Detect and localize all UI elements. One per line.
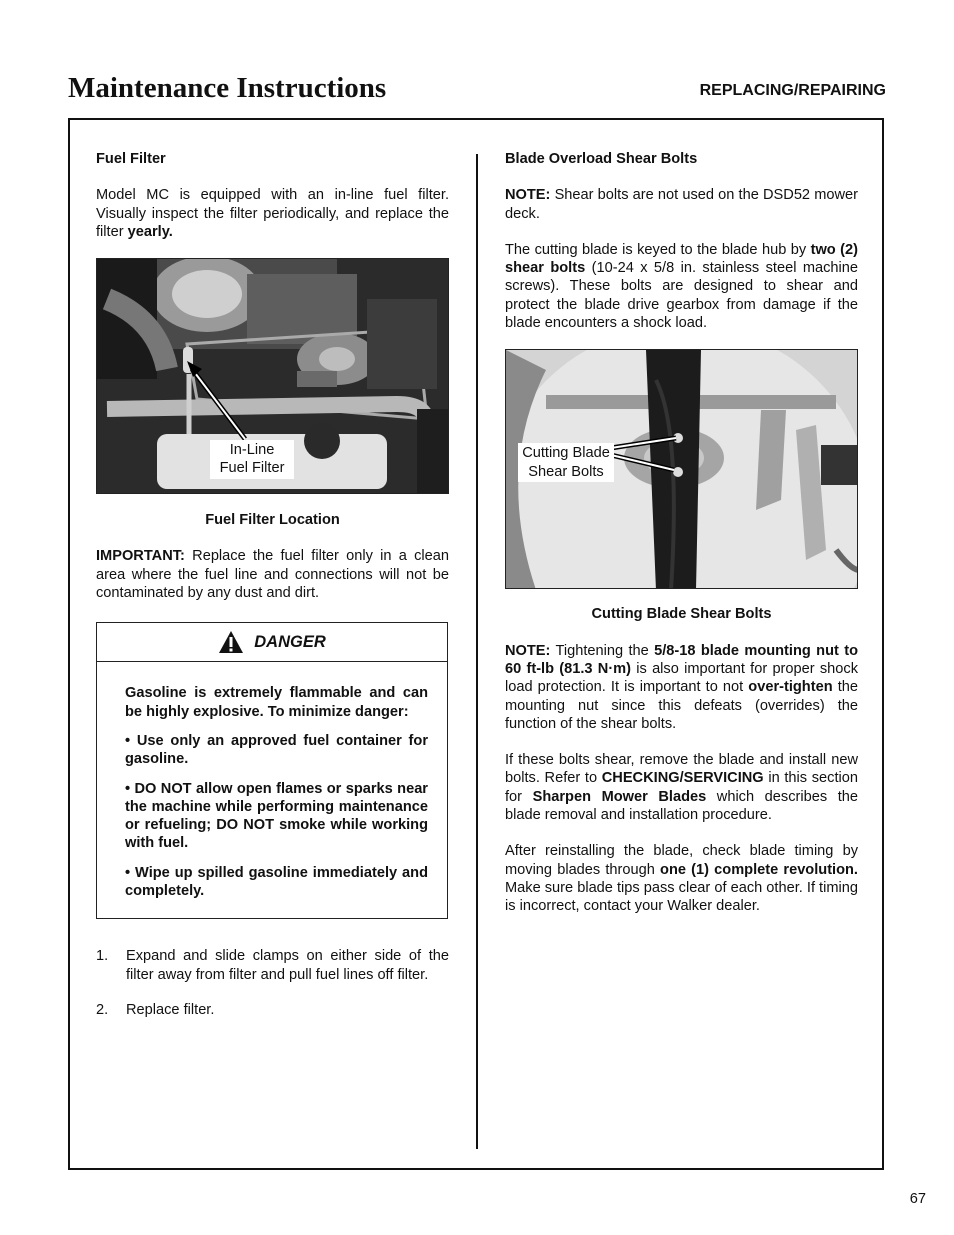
shear-replace-paragraph: If these bolts shear, remove the blade and install new bolts. Refer to CHECKING/SERVICING in this section for Sharpen Mower Blades which describes the blade removal and installation procedure. (505, 752, 858, 824)
fuel-filter-photo (96, 258, 449, 494)
danger-bullet: • Wipe up spilled gasoline immediately and completely. (125, 864, 428, 900)
important-note: IMPORTANT: Replace the fuel filter only in a clean area where the fuel line and connections will not be contaminated by any dust and dirt. (96, 548, 449, 602)
shear-bolts-photo (505, 349, 858, 589)
blade-timing-paragraph: After reinstalling the blade, check blade timing by moving blades through one (1) complete revolution. Make sure blade tips pass clear of each other. If timing is incorrect, contact your Walker dealer. (505, 843, 858, 915)
shear-bolts-label: Cutting Blade Shear Bolts (518, 443, 614, 482)
danger-title: DANGER (254, 633, 326, 652)
danger-header (97, 623, 447, 662)
danger-body (97, 662, 447, 918)
danger-box (96, 622, 448, 919)
fuel-filter-intro: Model MC is equipped with an in-line fuel filter. Visually inspect the filter periodically, and replace the filter yearly. (96, 187, 449, 240)
figure2-caption: Cutting Blade Shear Bolts (591, 606, 772, 623)
right-column (505, 150, 858, 916)
figure1-caption: Fuel Filter Location (205, 512, 340, 529)
note-shear-bolts: NOTE: Shear bolts are not used on the DSD52 mower deck. (505, 187, 858, 222)
danger-bullet: • Use only an approved fuel container for gasoline. (125, 732, 428, 768)
page-number: 67 (909, 1191, 926, 1207)
step-item: 1. Expand and slide clamps on either side of the filter away from filter and pull fuel lines off filter. (96, 948, 449, 983)
column-divider (476, 154, 478, 1149)
danger-bullet: • DO NOT allow open flames or sparks near the machine while performing maintenance or refueling; DO NOT smoke while working with fuel. (125, 780, 428, 852)
note-tightening: NOTE: Tightening the 5/8-18 blade mounting nut to 60 ft-lb (81.3 N·m) is also important for proper shock load protection. It is important to not over-tighten the mounting nut since this defeats (overrides) the function of the shear bolts. (505, 642, 859, 732)
fuel-filter-label: In-Line Fuel Filter (210, 440, 294, 479)
left-column (96, 150, 449, 1019)
step-item: 2. Replace filter. (96, 1001, 215, 1018)
fuel-filter-heading: Fuel Filter (96, 151, 166, 167)
page-title: Maintenance Instructions (68, 72, 387, 104)
section-title: REPLACING/REPAIRING (699, 82, 886, 99)
danger-intro: Gasoline is extremely flammable and can be highly explosive. To minimize danger: (125, 685, 428, 720)
warning-triangle-icon (218, 630, 244, 654)
shear-bolts-heading: Blade Overload Shear Bolts (505, 151, 698, 167)
shear-bolts-description: The cutting blade is keyed to the blade hub by two (2) shear bolts (10-24 x 5/8 in. stainless steel machine screws). These bolts are designed to shear and protect the blade drive gearbox from damage if the blade encounters a shock load. (505, 241, 858, 332)
